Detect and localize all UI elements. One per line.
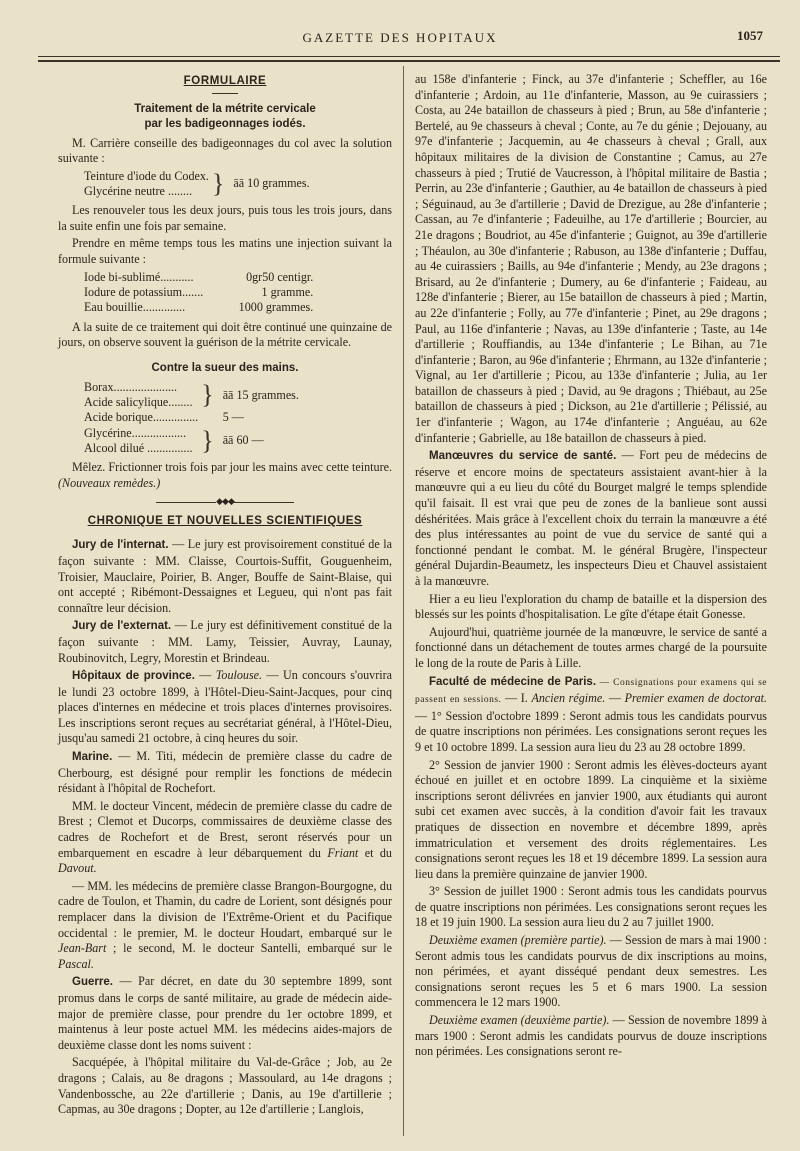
right-column — [415, 72, 767, 1062]
ornament-divider: ◆◆◆ — [58, 494, 392, 510]
faculte-smallcaps: — Consignations pour examens qui se passent en sessions. — [415, 677, 767, 706]
faculte-premier: Premier examen de doctorat. — [624, 691, 767, 706]
marine-et: et du — [358, 845, 392, 860]
recipe-qty: 1 gramme. — [261, 284, 314, 299]
recipe-amount: āā 10 grammes. — [233, 176, 310, 191]
recipe-item: Acide salicylique........ — [84, 395, 193, 410]
column-divider — [403, 66, 404, 1136]
recipe-item: Glycérine.................. — [84, 425, 187, 440]
deuxieme-2-paragraph — [415, 1013, 767, 1060]
header-title: GAZETTE DES HOPITAUX — [302, 30, 498, 45]
recipe-item: Iodure de potassium....... — [84, 284, 204, 299]
marine-text-2: MM. le docteur Vincent, médecin de première classe du cadre de Brest ; Clemot et Ducorps, commissaires de deuxième classe des cadres de Rochefort et de Brest, seront réservés pour un embarquement en escadre à leur débarquement du — [58, 798, 392, 860]
internat-paragraph — [58, 537, 392, 616]
marine-text: — M. Titi, médecin de première classe du cadre de Cherbourg, est désigné pour remplir les fonctions de médecin résidant à l'hôpital de Rochefort. — [58, 749, 392, 796]
manoeuvres-paragraph-2: Hier a eu lieu l'exploration du champ de bataille et la dispersion des blessés sur les points d'hospitalisation. Le gîte d'étape était Gonesse. — [415, 591, 767, 622]
marine-paragraph — [58, 749, 392, 797]
faculte-num: — I. — [501, 691, 532, 706]
brace: } — [211, 168, 225, 198]
metrite-heading — [58, 102, 392, 132]
faculte-paragraph-3: 3° Session de juillet 1900 : Seront admis tous les candidats pourvus de quatre inscriptions non périmées. Les consignations seront reçues les 18 et 19 juin 1900. La session aura lieu du 2 au 7 juillet 1900. — [415, 884, 767, 930]
header-rule-thick — [38, 60, 780, 62]
metrite-subtitle: par les badigeonnages iodés. — [144, 117, 306, 130]
left-column — [58, 72, 392, 1120]
marine-text-3: — MM. les médecins de première classe Brangon-Bourgogne, du cadre de Toulon, et Thamin, du cadre de Lorient, sont désignés pour remplacer dans la division de l'Extrême-Orient et du Pacifique occidental : le premier, M. le docteur Houdart, embarqué sur le — [58, 878, 392, 940]
metrite-title: Traitement de la métrite cervicale — [134, 102, 316, 115]
recipe-amount: 5 — — [222, 410, 244, 425]
ship-pascal: Pascal. — [58, 956, 94, 971]
externat-text: — Le jury est définitivement constitué de la façon suivante : MM. Lamy, Teissier, Auvray, Launay, Roubinovitch, Legry, Morestin et Brindeau. — [58, 618, 392, 665]
deuxieme-1-title: Deuxième examen (première partie). — [429, 933, 607, 948]
recipe-item: Alcool dilué ............... — [84, 440, 193, 455]
faculte-lead: Faculté de médecine de Paris. — [429, 675, 597, 688]
ship-jean-bart: Jean-Bart — [58, 941, 107, 956]
faculte-dash: — — [605, 691, 625, 706]
guerre-list: Sacquépée, à l'hôpital militaire du Val-de-Grâce ; Job, au 2e dragons ; Calais, au 8e dragons ; Massoulard, au 14e dragons ; Vandenbossche, au 22e d'artillerie ; Danis, au 19e d'artillerie ; Capmas, au 30e dragons ; Dopter, au 12e d'artillerie ; Langlois, — [58, 1055, 392, 1117]
deuxieme-1-paragraph — [415, 933, 767, 1011]
metrite-paragraph-4: A la suite de ce traitement qui doit être continué une quinzaine de jours, on observe souvent la guérison de la métrite cervicale. — [58, 319, 392, 350]
marine-text-3b: ; le second, M. le docteur Santelli, embarqué sur le — [106, 941, 392, 956]
chronique-heading: CHRONIQUE ET NOUVELLES SCIENTIFIQUES — [87, 514, 363, 527]
faculte-paragraph — [415, 674, 767, 756]
sueur-heading: Contre la sueur des mains. — [151, 361, 299, 374]
recipe-iodine — [84, 169, 310, 199]
metrite-paragraph-2: Les renouveler tous les deux jours, puis tous les trois jours, dans la suite enfin une fois par semaine. — [58, 203, 392, 233]
recipe-amount: āā 15 grammes. — [222, 387, 299, 402]
recipe-item: Borax..................... — [84, 379, 178, 394]
recipe-qty: 0gr50 centigr. — [246, 269, 314, 284]
ship-friant: Friant — [327, 845, 359, 860]
province-text: — Un concours s'ouvrira le lundi 23 octobre 1899, à l'Hôtel-Dieu-Saint-Jacques, pour cinq places d'internes en médecine et trois places d'internes provisoires. Les inscriptions seront reçues au secrétariat général, à l'Hôtel-Dieu, jusqu'au samedi 21 octobre, à cinq heures du soir. — [58, 668, 393, 746]
internat-lead: Jury de l'internat. — [72, 539, 169, 552]
guerre-lead: Guerre. — [72, 976, 113, 989]
header-rule — [38, 56, 780, 57]
brace: } — [201, 380, 214, 410]
formulaire-rule — [212, 93, 238, 94]
internat-text: — Le jury est provisoirement constitué de la façon suivante : MM. Claisse, Courtois-Suffit, Gouguenheim, Troisier, Mauclaire, Poirier, B. Anger, Bouffe de Saint-Blaise, qui ont accepté ; Ribémont-Dessaignes et Legueu, qui n'ont pas fait connaître leur décision. — [58, 537, 392, 615]
formulaire-heading: FORMULAIRE — [183, 75, 267, 87]
marine-paragraph-2 — [58, 799, 392, 877]
brace: } — [201, 425, 214, 455]
manoeuvres-paragraph-3: Aujourd'hui, quatrième journée de la manœuvre, le service de santé a fonctionné dans un détachement de toutes armes chargé de la poursuite le long de la route de Paris à Lille. — [415, 624, 767, 670]
province-paragraph: Hôpitaux de province. — Toulouse. — Un concours s'ouvrira le lundi 23 octobre 1899, à l'Hôtel-Dieu-Saint-Jacques, pour cinq places d'internes en médecine et trois places d'internes provisoires. Les inscriptions seront reçues au secrétariat général, à l'Hôtel-Dieu, jusqu'au samedi 21 octobre, à cinq heures du soir. — [58, 668, 393, 746]
recipe-amount: āā 60 — — [222, 433, 264, 448]
recipe-item: Acide borique............... — [84, 410, 199, 425]
page-number: 1057 — [737, 28, 763, 43]
recipe-sueur-1 — [84, 380, 299, 456]
manoeuvres-lead: Manœuvres du service de santé. — [429, 450, 617, 463]
metrite-paragraph-1: M. Carrière conseille des badigeonnages du col avec la solution suivante : — [58, 135, 392, 166]
recipe-injection — [84, 270, 319, 316]
sueur-source: (Nouveaux remèdes.) — [58, 475, 161, 490]
province-city: Toulouse. — [215, 668, 263, 683]
recipe-item: Eau bouillie.............. — [84, 300, 186, 315]
recipe-item: Glycérine neutre ........ — [84, 183, 193, 198]
sueur-paragraph — [58, 460, 392, 491]
externat-lead: Jury de l'externat. — [72, 620, 172, 633]
ship-davout: Davout. — [58, 861, 97, 876]
guerre-paragraph — [58, 974, 392, 1053]
promotion-list-continued: au 158e d'infanterie ; Finck, au 37e d'infanterie ; Scheffler, au 16e d'infanterie ; Ardoin, au 11e d'infanterie, Masson, au 9e cuirassiers ; Costa, au 24e bataillon de chasseurs à pied ; Brun, au 58e d'infanterie ; Bertelé, au 9e chasseurs à cheval ; Conte, au 7e du génie ; Dejouany, au 97e d'infanterie ; Jacquemin, au 4e chasseurs à cheval ; Grall, aux hôpitaux militaires de la division de Constantine ; Camus, au 27e chasseurs à pied ; Trutié de Vaucresson, à l'hôpital militaire de Bastia ; Perrin, au 23e d'infanterie ; Gauthier, au 4e bataillon de chasseurs à pied ; Séguinaud, au 3e d'artillerie ; David de Drezigue, au 28e d'infanterie ; Cassan, au 7e d'infanterie ; Fadeuilhe, au 17e d'artillerie ; Bourcier, au 21e dragons ; Boudriot, au 45e d'infanterie ; Guignot, au 39e d'artillerie ; Théaulon, au 30e d'infanterie ; Rabuson, au 138e d'infanterie ; Duffau, au 4e cuirassiers ; Baills, au 94e d'infanterie ; Mendy, au 23e dragons ; Brisard, au 2e d'infanterie ; Dumery, au 6e d'infanterie ; Faideau, au 128e d'infanterie ; Bierer, au 15e bataillon de chasseurs à pied ; Martin, au 22e d'infanterie ; Folly, au 77e d'infanterie ; Pinet, au 29e dragons ; Paul, au 116e d'infanterie ; Navas, au 139e d'infanterie ; Taste, au 14e d'artillerie ; Rouffiandis, au 134e d'infanterie ; Le Bihan, au 71e d'infanterie ; Baron, au 96e d'infanterie ; Ehrmann, au 132e d'infanterie ; Vignal, au 1er d'artillerie ; Picou, au 133e d'infanterie ; Julia, au 1er bataillon de chasseurs à pied ; David, au 9e dragons ; Thiébaut, au 25e bataillon de chasseurs à pied ; Dickson, au 21e d'artillerie ; Pélissié, au 1er d'infanterie ; Wagon, au 174e d'infanterie ; Anguéau, au 62e d'infanterie ; Gabrielle, au 18e bataillon de chasseurs à pied. — [415, 72, 767, 445]
faculte-paragraph-2: 2° Session de janvier 1900 : Seront admis les élèves-docteurs ayant échoué en juillet et en octobre 1899. La cinquième et la sixième inscriptions seront délivrées en janvier 1900, aux étudiants qui auront subi cet examen avec succès, à la condition d'avoir fait les travaux pratiques de dissection en novembre et décembre 1899, après immatriculation et versement des droits réglementaires. Les consignations seront reçues les 18 et 19 décembre 1899. La session aura lieu dans la première quinzaine de janvier 1900. — [415, 757, 767, 881]
manoeuvres-paragraph — [415, 448, 767, 589]
deuxieme-2-title: Deuxième examen (deuxième partie). — [429, 1013, 610, 1028]
manoeuvres-text: — Fort peu de médecins de réserve et encore moins de spectateurs assistaient avant-hier à la manœuvre qui a eu lieu du côté du Bourget malgré le temps splendide qu'il faisait. Il est vrai que peu de zones de la banlieue sont aussi déshéritées. Mais grâce à l'excellent choix du terrain la manœuvre a été des plus intéressantes au point de vue du service de santé qui a fonctionné pendant le combat. M. le général Brugère, l'inspecteur général Dujardin-Beaumetz, les inspecteurs Dieu et Chauvel assistaient à la manœuvre. — [415, 448, 767, 588]
marine-paragraph-3 — [58, 879, 392, 973]
faculte-text: — 1° Session d'octobre 1899 : Seront admis tous les candidats pourvus de quatre inscriptions non périmées. Les consignations seront reçues les 9 et 10 octobre 1899. La session aura lieu du 23 au 28 octobre 1899. — [415, 708, 767, 754]
externat-paragraph — [58, 618, 392, 666]
guerre-text: — Par décret, en date du 30 septembre 1899, sont promus dans le corps de santé militaire, au grade de médecin aide-major de première classe, pour prendre du 1er octobre 1899, et maintenus à leur poste actuel MM. les médecins aides-majors de deuxième classe dont les noms suivent : — [58, 974, 392, 1052]
sueur-text: Mêlez. Frictionner trois fois par jour les mains avec cette teinture. — [72, 459, 392, 474]
marine-lead: Marine. — [72, 751, 113, 764]
deuxieme-1-text: — Session de mars à mai 1900 : Seront admis tous les candidats pourvus de dix inscriptions au moins, non périmées, et ayant disséqué pendant deux semestres. Les consignations seront reçues les 5 et 6 mars 1900. La session commencera le 12 mars 1900. — [415, 933, 768, 1010]
recipe-qty: 1000 grammes. — [238, 300, 314, 315]
faculte-ancien: Ancien régime. — [531, 691, 606, 706]
recipe-item: Teinture d'iode du Codex. — [84, 168, 209, 183]
recipe-item: Iode bi-sublimé........... — [84, 269, 194, 284]
province-lead: Hôpitaux de province. — [72, 670, 195, 683]
deuxieme-2-text: — Session de novembre 1899 à mars 1900 : Seront admis les candidats pourvus de douze inscriptions non périmées. Les consignations seront re- — [415, 1013, 767, 1059]
metrite-paragraph-3: Prendre en même temps tous les matins une injection suivant la formule suivante : — [58, 236, 392, 266]
